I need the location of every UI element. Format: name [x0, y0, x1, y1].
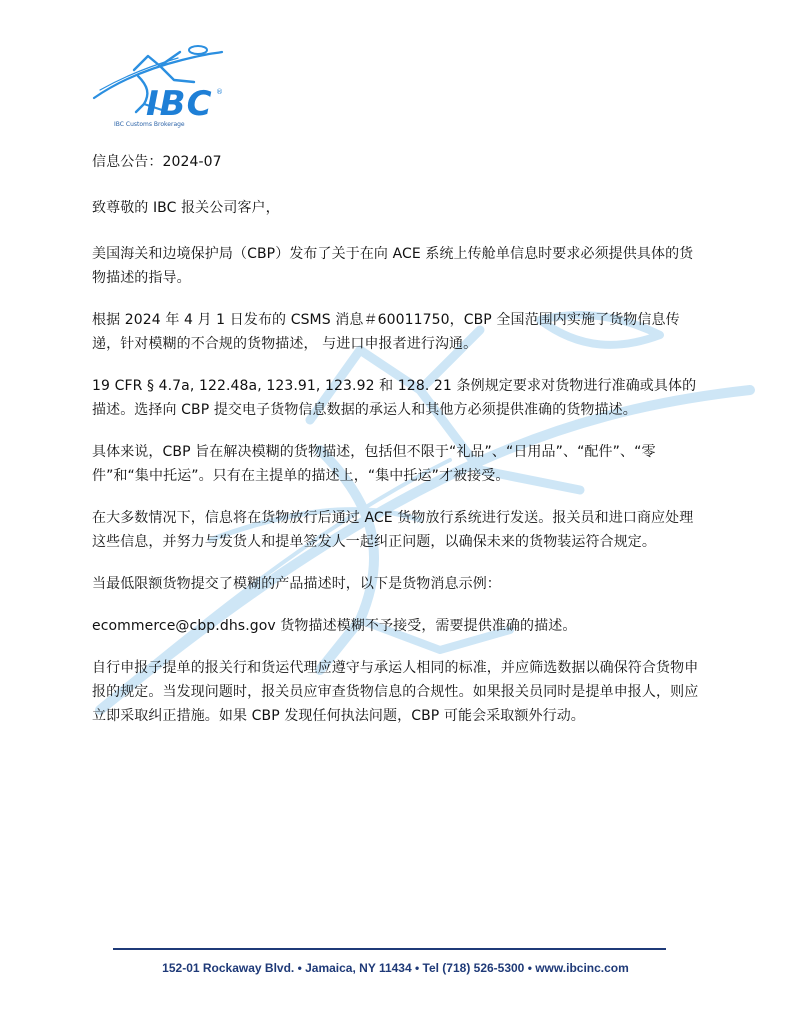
- paragraph: 具体来说，CBP 旨在解决模糊的货物描述，包括但不限于“礼品”、“日用品”、“配件”、“零件”和“集中托运”。只有在主提单的描述上，“集中托运”才被接受。: [92, 444, 656, 484]
- paragraph: 在大多数情况下，信息将在货物放行后通过 ACE 货物放行系统进行发送。报关员和进口商应处理这些信息，并努力与发货人和提单签发人一起纠正问题，以确保未来的货物装运符合规定。: [92, 510, 694, 550]
- registered-mark: ®: [216, 88, 223, 96]
- logo-wordmark: IBC: [146, 84, 213, 124]
- paragraph: 当最低限额货物提交了模糊的产品描述时，以下是货物消息示例：: [92, 576, 501, 592]
- notice-title: 信息公告：2024-07: [92, 154, 222, 170]
- footer-address: 152-01 Rockaway Blvd. • Jamaica, NY 11434 • Tel (718) 526-5300 • www.ibcinc.com: [162, 961, 629, 975]
- paragraph: 美国海关和边境保护局（CBP）发布了关于在向 ACE 系统上传舱单信息时要求必须提供具体的货物描述的指导。: [92, 246, 694, 286]
- notice-body: [92, 150, 707, 746]
- logo-subtitle: IBC Customs Brokerage: [114, 121, 185, 128]
- greeting: 致尊敬的 IBC 报关公司客户，: [92, 200, 280, 216]
- paragraph: 根据 2024 年 4 月 1 日发布的 CSMS 消息＃60011750，CBP 全国范围内实施了货物信息传递，针对模糊的不合规的货物描述， 与进口申报者进行沟通。: [92, 312, 680, 352]
- footer-divider: [113, 948, 666, 950]
- paragraph: ecommerce@cbp.dhs.gov 货物描述模糊不予接受，需要提供准确的描述。: [92, 618, 577, 634]
- company-logo: [90, 40, 230, 135]
- paragraph: 自行申报子提单的报关行和货运代理应遵守与承运人相同的标准，并应筛选数据以确保符合货物申报的规定。当发现问题时，报关员应审查货物信息的合规性。如果报关员同时是提单申报人，则应立即采取纠正措施。如果 CBP 发现任何执法问题，CBP 可能会采取额外行动。: [92, 660, 699, 724]
- paragraph: 19 CFR § 4.7a, 122.48a, 123.91, 123.92 和 128. 21 条例规定要求对货物进行准确或具体的描述。选择向 CBP 提交电子货物信息数据的承运人和其他方必须提供准确的货物描述。: [92, 378, 697, 418]
